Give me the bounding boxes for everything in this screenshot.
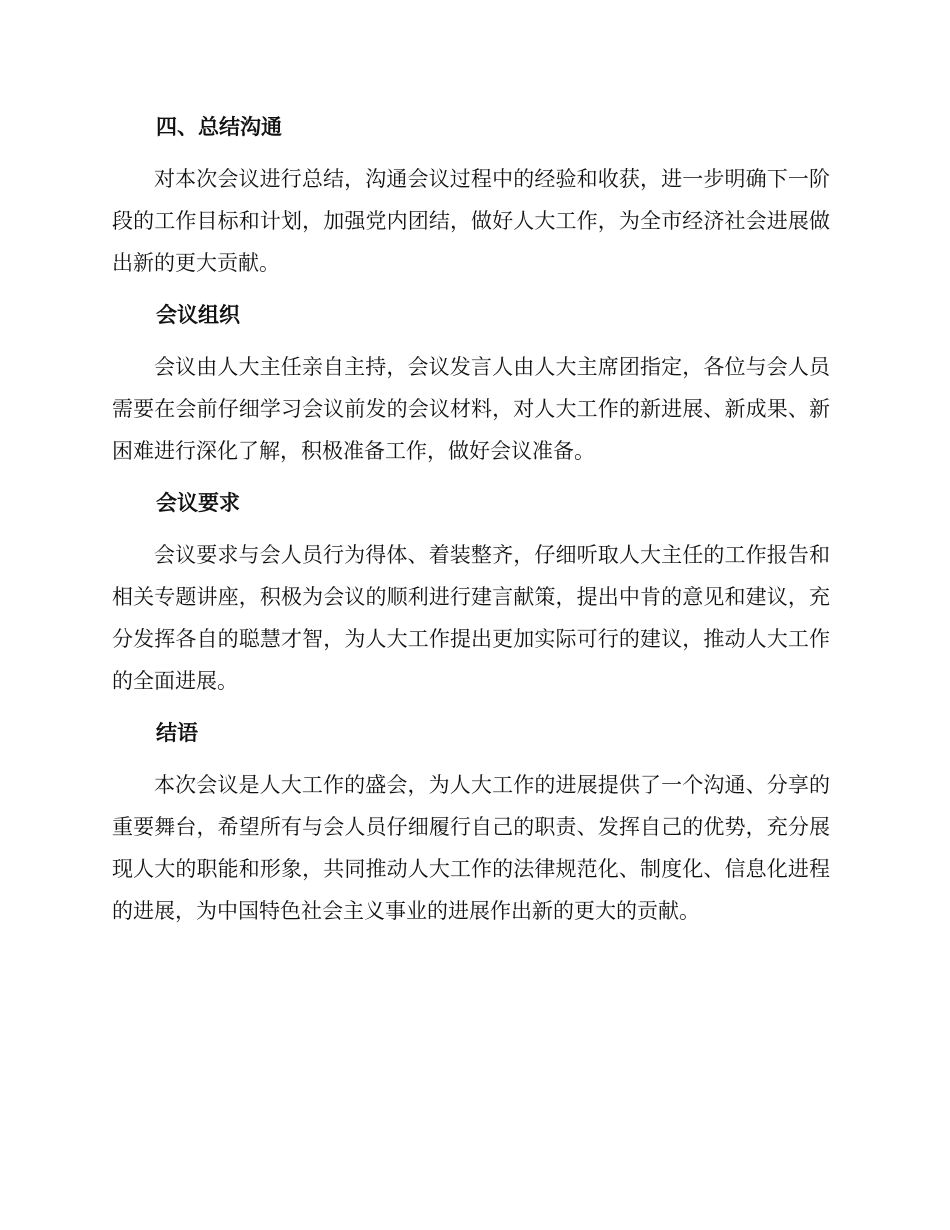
section-paragraph-summary: 对本次会议进行总结，沟通会议过程中的经验和收获，进一步明确下一阶段的工作目标和计划，加强党内团结，做好人大工作，为全市经济社会进展做出新的更大贡献。 [112, 167, 830, 275]
section-heading-summary: 四、总结沟通 [156, 115, 282, 139]
section-heading-organization: 会议组织 [156, 303, 240, 327]
section-heading-requirements: 会议要求 [156, 491, 240, 515]
section-paragraph-conclusion: 本次会议是人大工作的盛会，为人大工作的进展提供了一个沟通、分享的重要舞台，希望所有与会人员仔细履行自己的职责、发挥自己的优势，充分展现人大的职能和形象，共同推动人大工作的法律规范化、制度化、信息化进程的进展，为中国特色社会主义事业的进展作出新的更大的贡献。 [112, 773, 830, 923]
document-body [112, 106, 830, 942]
section-paragraph-requirements: 会议要求与会人员行为得体、着装整齐，仔细听取人大主任的工作报告和相关专题讲座，积极为会议的顺利进行建言献策，提出中肯的意见和建议，充分发挥各自的聪慧才智，为人大工作提出更加实际可行的建议，推动人大工作的全面进展。 [112, 543, 830, 693]
section-paragraph-organization: 会议由人大主任亲自主持，会议发言人由人大主席团指定，各位与会人员需要在会前仔细学习会议前发的会议材料，对人大工作的新进展、新成果、新困难进行深化了解，积极准备工作，做好会议准备。 [112, 355, 830, 463]
section-heading-conclusion: 结语 [156, 721, 198, 745]
